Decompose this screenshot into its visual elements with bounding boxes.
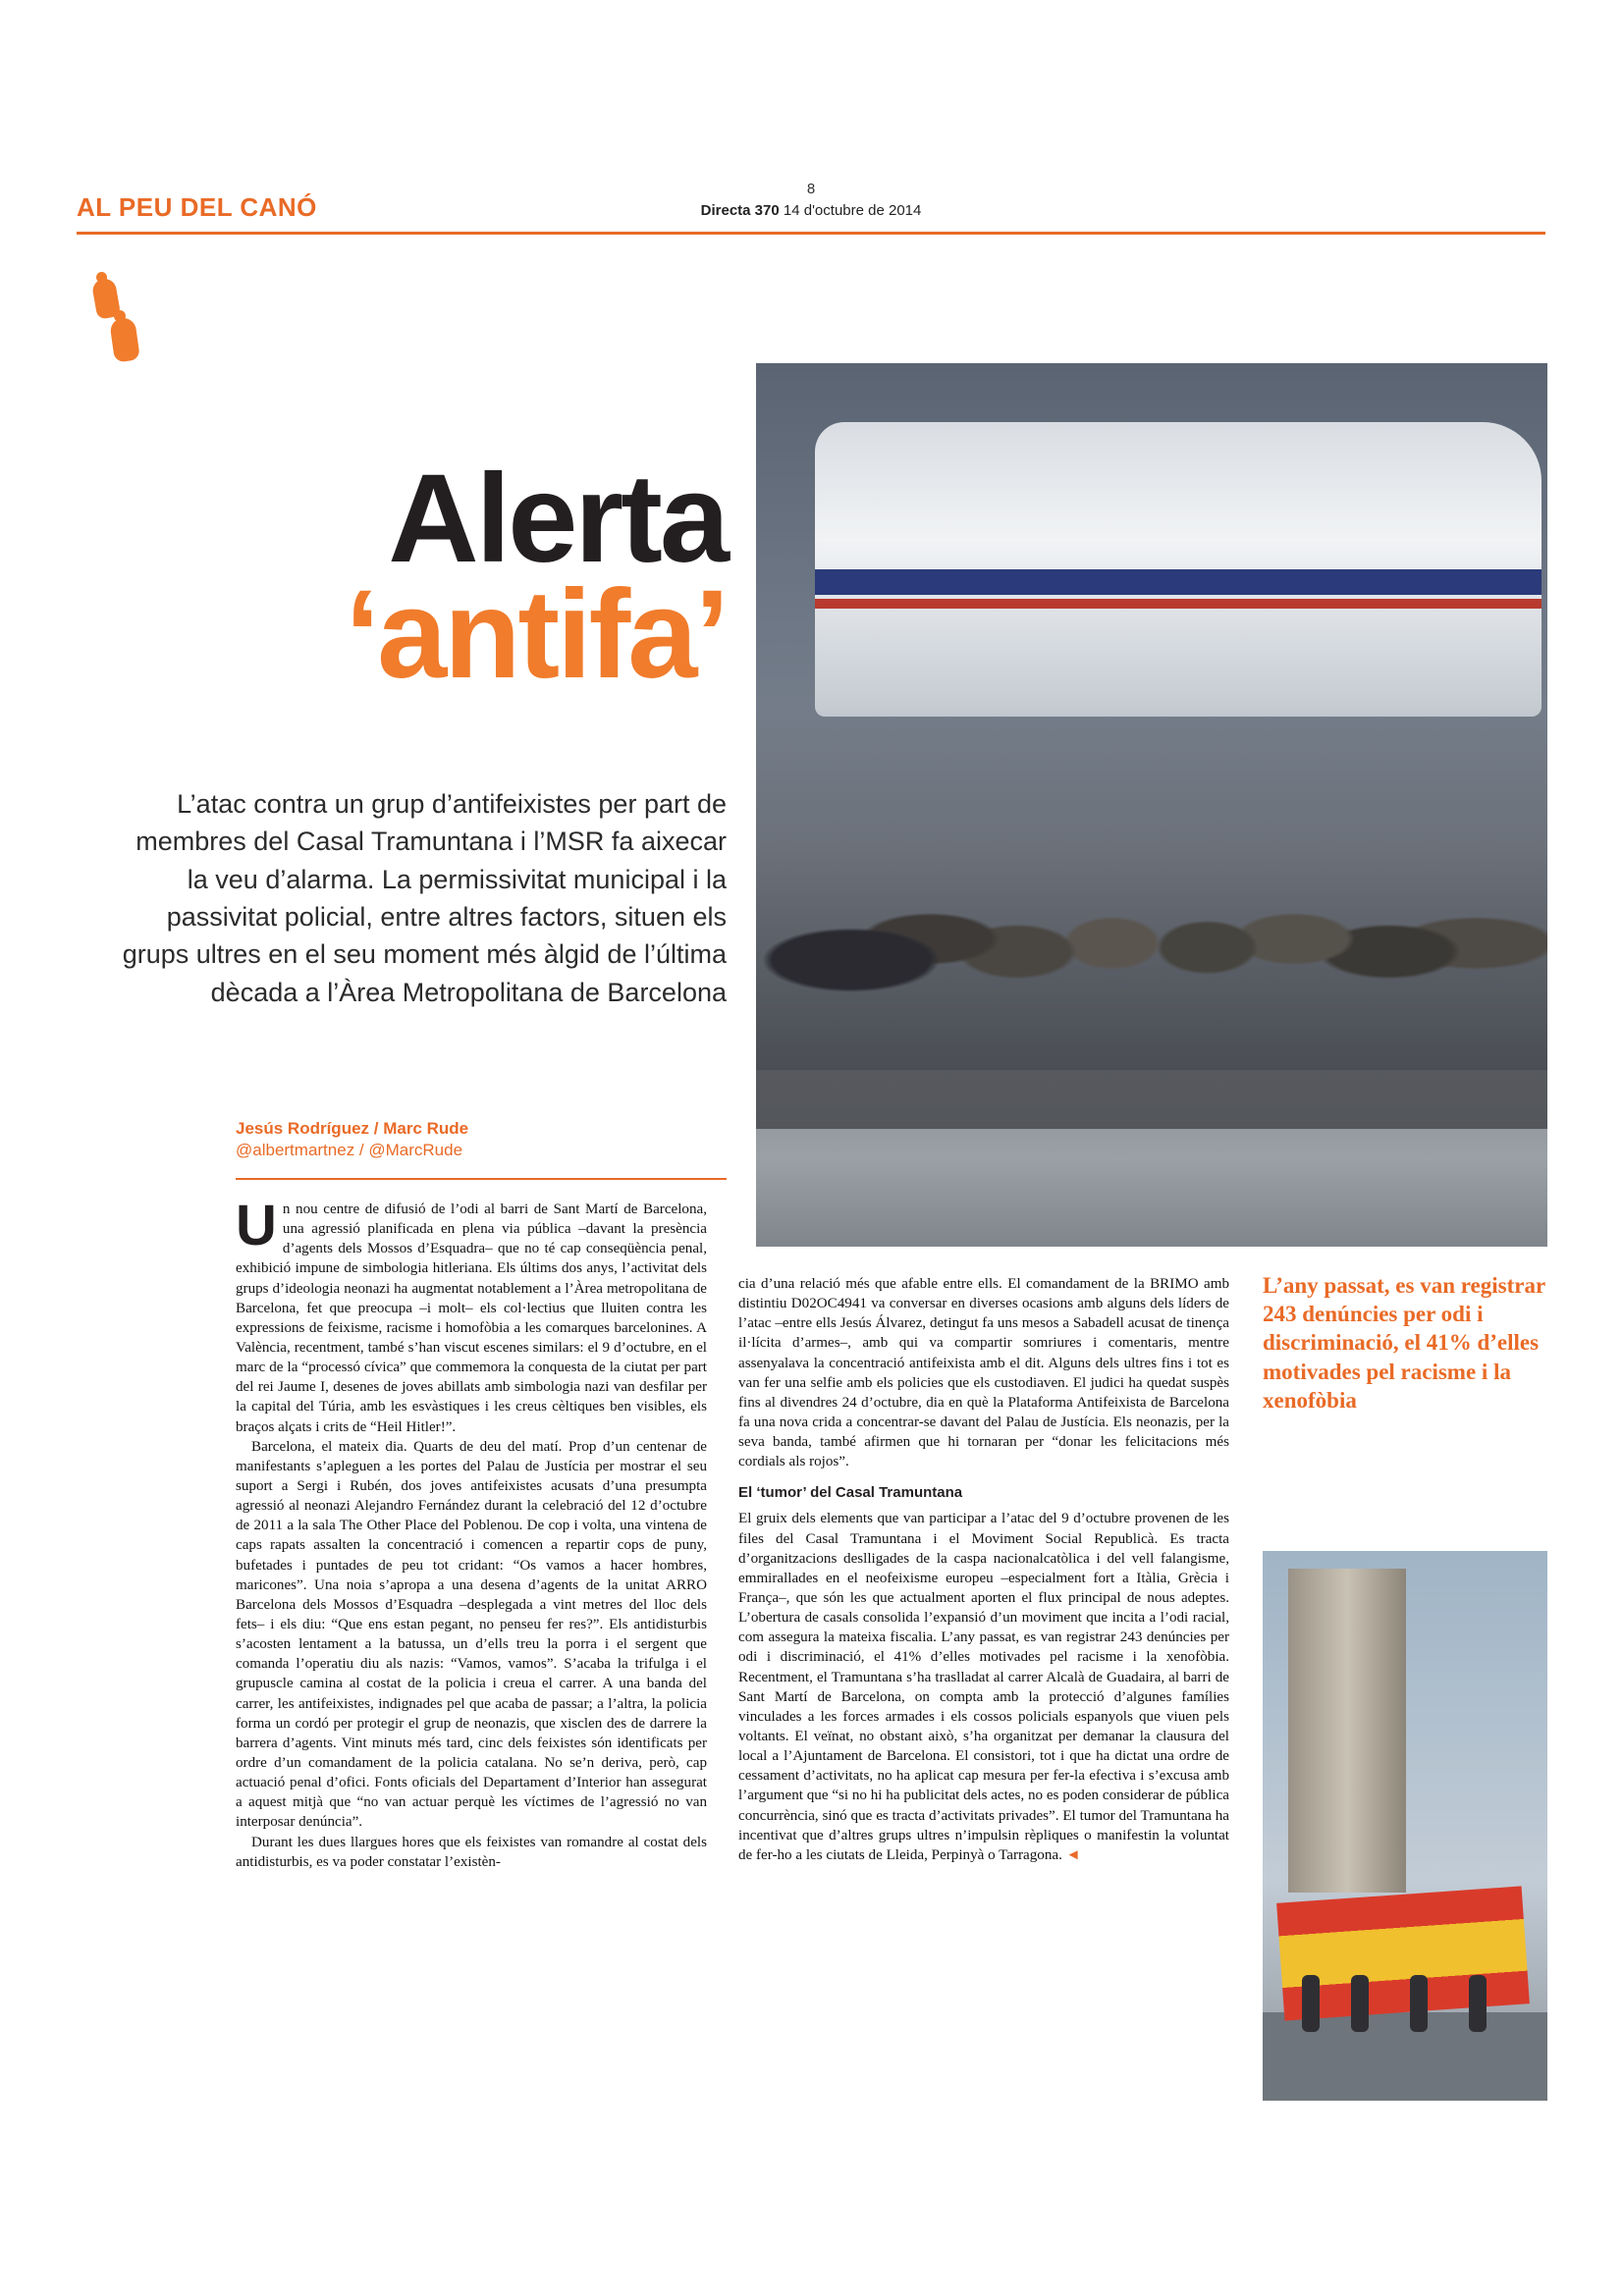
folio-number: 8 <box>806 181 816 197</box>
end-mark: ◄ <box>1061 1846 1081 1863</box>
masthead-date: 14 d'octubre de 2014 <box>783 202 922 219</box>
paragraph-text: El gruix dels elements que van participar a l’atac del 9 d’octubre provenen de les files del Casal Tramuntana i el Moviment Social Republicà. Es tracta d’organitzacions deslligades de la caspa nacionalcatòlica i del vell falangisme, emmirallades en el neofeixisme europeu –especialment fort a Itàlia, Grècia i França–, que són les que actualment aporten el flux principal de nous adeptes. L’obertura de casals consolida l’expansió d’un moviment que incita a l’odi racial, com assegura la mateixa fiscalia. L’any passat, es van registrar 243 denúncies per odi i discriminació, el 41% d’elles motivades pel racisme i la xenofòbia. Recentment, el Tramuntana s’ha traslladat al carrer Alcalà de Guadaira, al barri de Sant Martí de Barcelona, on compta amb la protecció d’algunes famílies vinculades a les forces armades i els cossos policials espanyols que viuen pels voltants. El veïnat, no obstant això, s’ha organitzat per demanar la clausura del local a l’Ajuntament de Barcelona. El consistori, tot i que ha dictat una ordre de cessament d’activitats, no ha aplicat cap mesura per fer-la efectiva i s’excusa amb l’argument que “si no hi ha publicitat dels actes, no es poden considerar de pública concurrència, sinó que es tracta d’activitats privades”. El tumor del Tramuntana ha incentivat que d’altres grups ultres n’impulsin rèpliques o manifestin la voluntat de fer-ho a les ciutats de Lleida, Perpinyà o Tarragona. <box>738 1511 1229 1863</box>
section-title: AL PEU DEL CANÓ <box>77 192 317 222</box>
paragraph-text: cia d’una relació més que afable entre ells. El comandament de la BRIMO amb distintiu D02OC4941 va conversar en diverses ocasions amb alguns dels líders de l’atac –entre ells Jesús Álvarez, detingut fa uns mesos a Sabadell acusat de tinença il·lícita d’armes–, amb qui va compartir somriures i comentaris, mentre assenyalava la concentració antifeixista amb el dit. Alguns dels ultres fins i tot es van fer una selfie amb els policies que els custodiaven. El judici ha quedat suspès fins al divendres 24 d’octubre, dia en què la Plataforma Antifeixista de Barcelona fa una nova crida a concentrar-se davant del Palau de Justícia. Els neonazis, per la seva banda, també afirmen que hi tornaran per “donar les felicitacions més cordials als rojos”. <box>738 1276 1229 1470</box>
headline-line-2: ‘antifa’ <box>345 563 727 705</box>
byline-authors: Jesús Rodríguez / Marc Rude <box>236 1119 469 1138</box>
paragraph-text: Durant les dues llargues hores que els feixistes van romandre al costat dels antidisturbis, es va poder constatar l’existèn- <box>236 1834 707 1870</box>
standfirst: L’atac contra un grup d’antifeixistes per part de membres del Casal Tramuntana i l’MSR fa aixecar la veu d’alarma. La permissivitat municipal i la passivitat policial, entre altres factors, situen els grups ultres en el seu moment més àlgid de l’última dècada a l’Àrea Metropolitana de Barcelona <box>122 789 727 1007</box>
body-column-1 <box>236 1194 707 1872</box>
footprints-icon <box>94 275 163 393</box>
photo-flag-rally <box>1263 1551 1547 2101</box>
paragraph-text: Barcelona, el mateix dia. Quarts de deu del matí. Prop d’un centenar de manifestants s’apleguen a les portes del Palau de Justícia per mostrar el seu suport a Sergi i Rubén, dos joves antifeixistes acusats d’una presumpta agressió al neonazi Alejandro Fernández durant la celebració del 12 d’octubre de 2011 a la sala The Other Place del Poblenou. De cop i volta, una vintena de caps rapats assalten la concentració i comencen a repartir cops de puny, bufetades i puntades de peu tot cridant: “Os vamos a hacer hombres, maricones”. Una noia s’apropa a una desena d’agents de la unitat ARRO Barcelona dels Mossos d’Esquadra –desplegada a vint metres del lloc dels fets– i els diu: “Que ens estan pegant, no penseu fer res?”. Els antidisturbis s’acosten lentament a la batussa, un d’ells treu la porra i el sergent que comanda l’operatiu diu als nazis: “Vamos, vamos”. S’acaba la trifulga i el grupuscle camina al costat de la policia i creua el carrer. A una banda del carrer, les antifeixistes, indignades pel que acaba de passar; a l’altra, la policia forma un cordó per protegir el grup de neonazis, que xisclen des de darrere la barrera d’agents. Vint minuts més tard, cinc dels feixistes són identificats per ordre d’un comandament de la policia catalana. No se’n deriva, però, cap actuació penal d’ofici. Fonts oficials del Departament d’Interior han assegurat a aquest mitjà que “no van actuar perquè les víctimes de l’agressió no van interposar denúncia”. <box>236 1438 707 1831</box>
subheading: El ‘tumor’ del Casal Tramuntana <box>738 1484 963 1502</box>
header-rule <box>77 232 1545 235</box>
byline <box>236 1119 727 1160</box>
drop-cap: U <box>236 1194 277 1257</box>
paragraph <box>236 1194 707 1437</box>
byline-handles: @albertmartnez / @MarcRude <box>236 1141 463 1159</box>
pull-quote: L’any passat, es van registrar 243 denúncies per odi i discriminació, el 41% d’elles motivades pel racisme i la xenofòbia <box>1263 1273 1545 1413</box>
paragraph-text: n nou centre de difusió de l’odi al barri de Sant Martí de Barcelona, una agressió planificada en plena via pública –davant la presència d’agents dels Mossos d’Esquadra– que no té cap conseqüència penal, exhibició impune de simbologia hitleriana. Els últims dos anys, l’activitat dels grups d’ideologia neonazi ha augmentat notablement a l’Àrea metropolitana de Barcelona, fet que preocupa –i molt– els col·lectius que lluiten contra les expressions de feixisme, racisme i homofòbia a les comarques barcelonines. A València, recentment, també s’han viscut escenes similars: el 9 d’octubre, en el marc de la “processó cívica” que commemora la conquesta de la ciutat per part del rei Jaume I, desenes de joves abillats amb simbologia nazi van desfilar per la capital del Túria, amb les esvàstiques i les creus cèltiques ben visibles, els braços alçats i crits de “Heil Hitler!”. <box>236 1201 707 1435</box>
byline-rule <box>236 1178 727 1180</box>
headline-line-1: Alerta <box>388 449 727 589</box>
paragraph <box>236 1833 707 1872</box>
masthead <box>77 202 1545 219</box>
page-title <box>88 449 727 705</box>
page-header <box>77 181 1545 232</box>
paragraph <box>236 1437 707 1833</box>
masthead-brand: Directa 370 <box>700 202 780 219</box>
paragraph <box>738 1509 1229 1865</box>
paragraph <box>738 1274 1229 1471</box>
body-column-2 <box>738 1274 1229 1865</box>
photo-protest-salute <box>756 363 1547 1247</box>
